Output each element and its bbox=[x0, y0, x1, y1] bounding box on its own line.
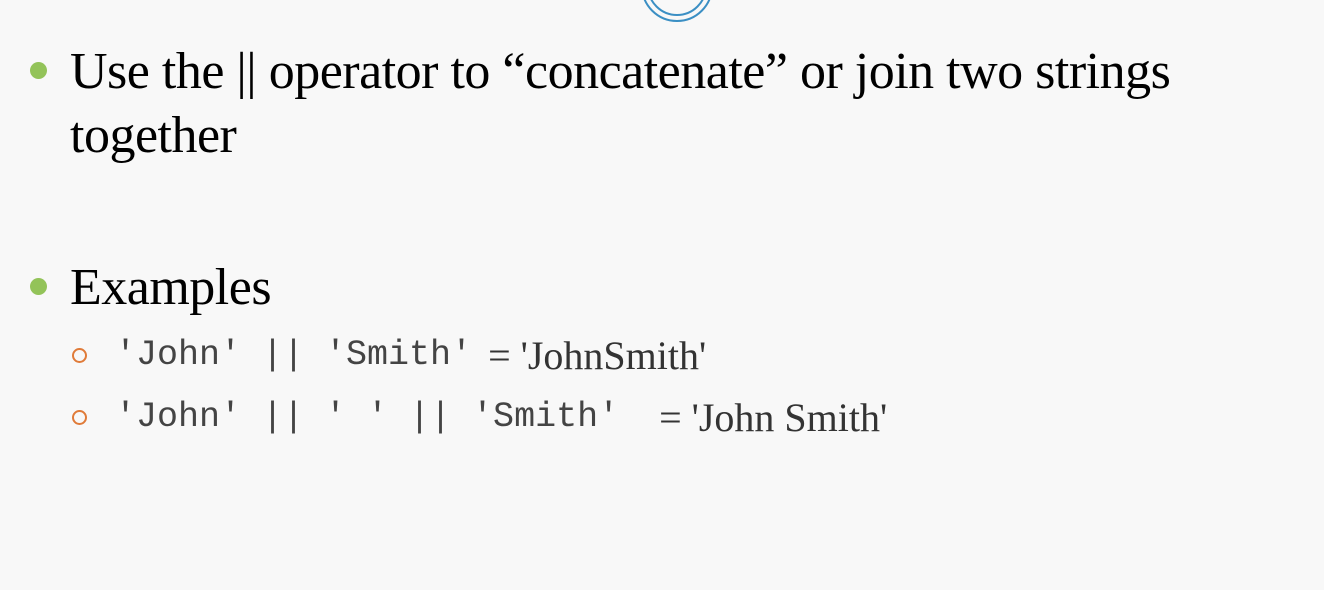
sub-bullet-ring-icon bbox=[72, 348, 87, 363]
bullet-text: Examples bbox=[70, 259, 272, 316]
example-code: 'John' || ' ' || 'Smith' bbox=[115, 397, 620, 437]
list-item bbox=[72, 386, 887, 448]
example-code: 'John' || 'Smith' bbox=[115, 335, 473, 375]
example-result: = 'John Smith' bbox=[659, 394, 888, 440]
bullet-item-examples bbox=[30, 256, 1230, 320]
sub-bullet-ring-icon bbox=[72, 410, 87, 425]
bullet-dot-icon bbox=[30, 278, 47, 295]
bullet-item-concatenate bbox=[30, 40, 1230, 168]
bullet-text: Use the || operator to “concatenate” or join two strings together bbox=[70, 43, 1171, 164]
bullet-dot-icon bbox=[30, 62, 47, 79]
example-result: = 'JohnSmith' bbox=[488, 332, 707, 378]
examples-list bbox=[72, 324, 887, 448]
list-item bbox=[72, 324, 887, 386]
